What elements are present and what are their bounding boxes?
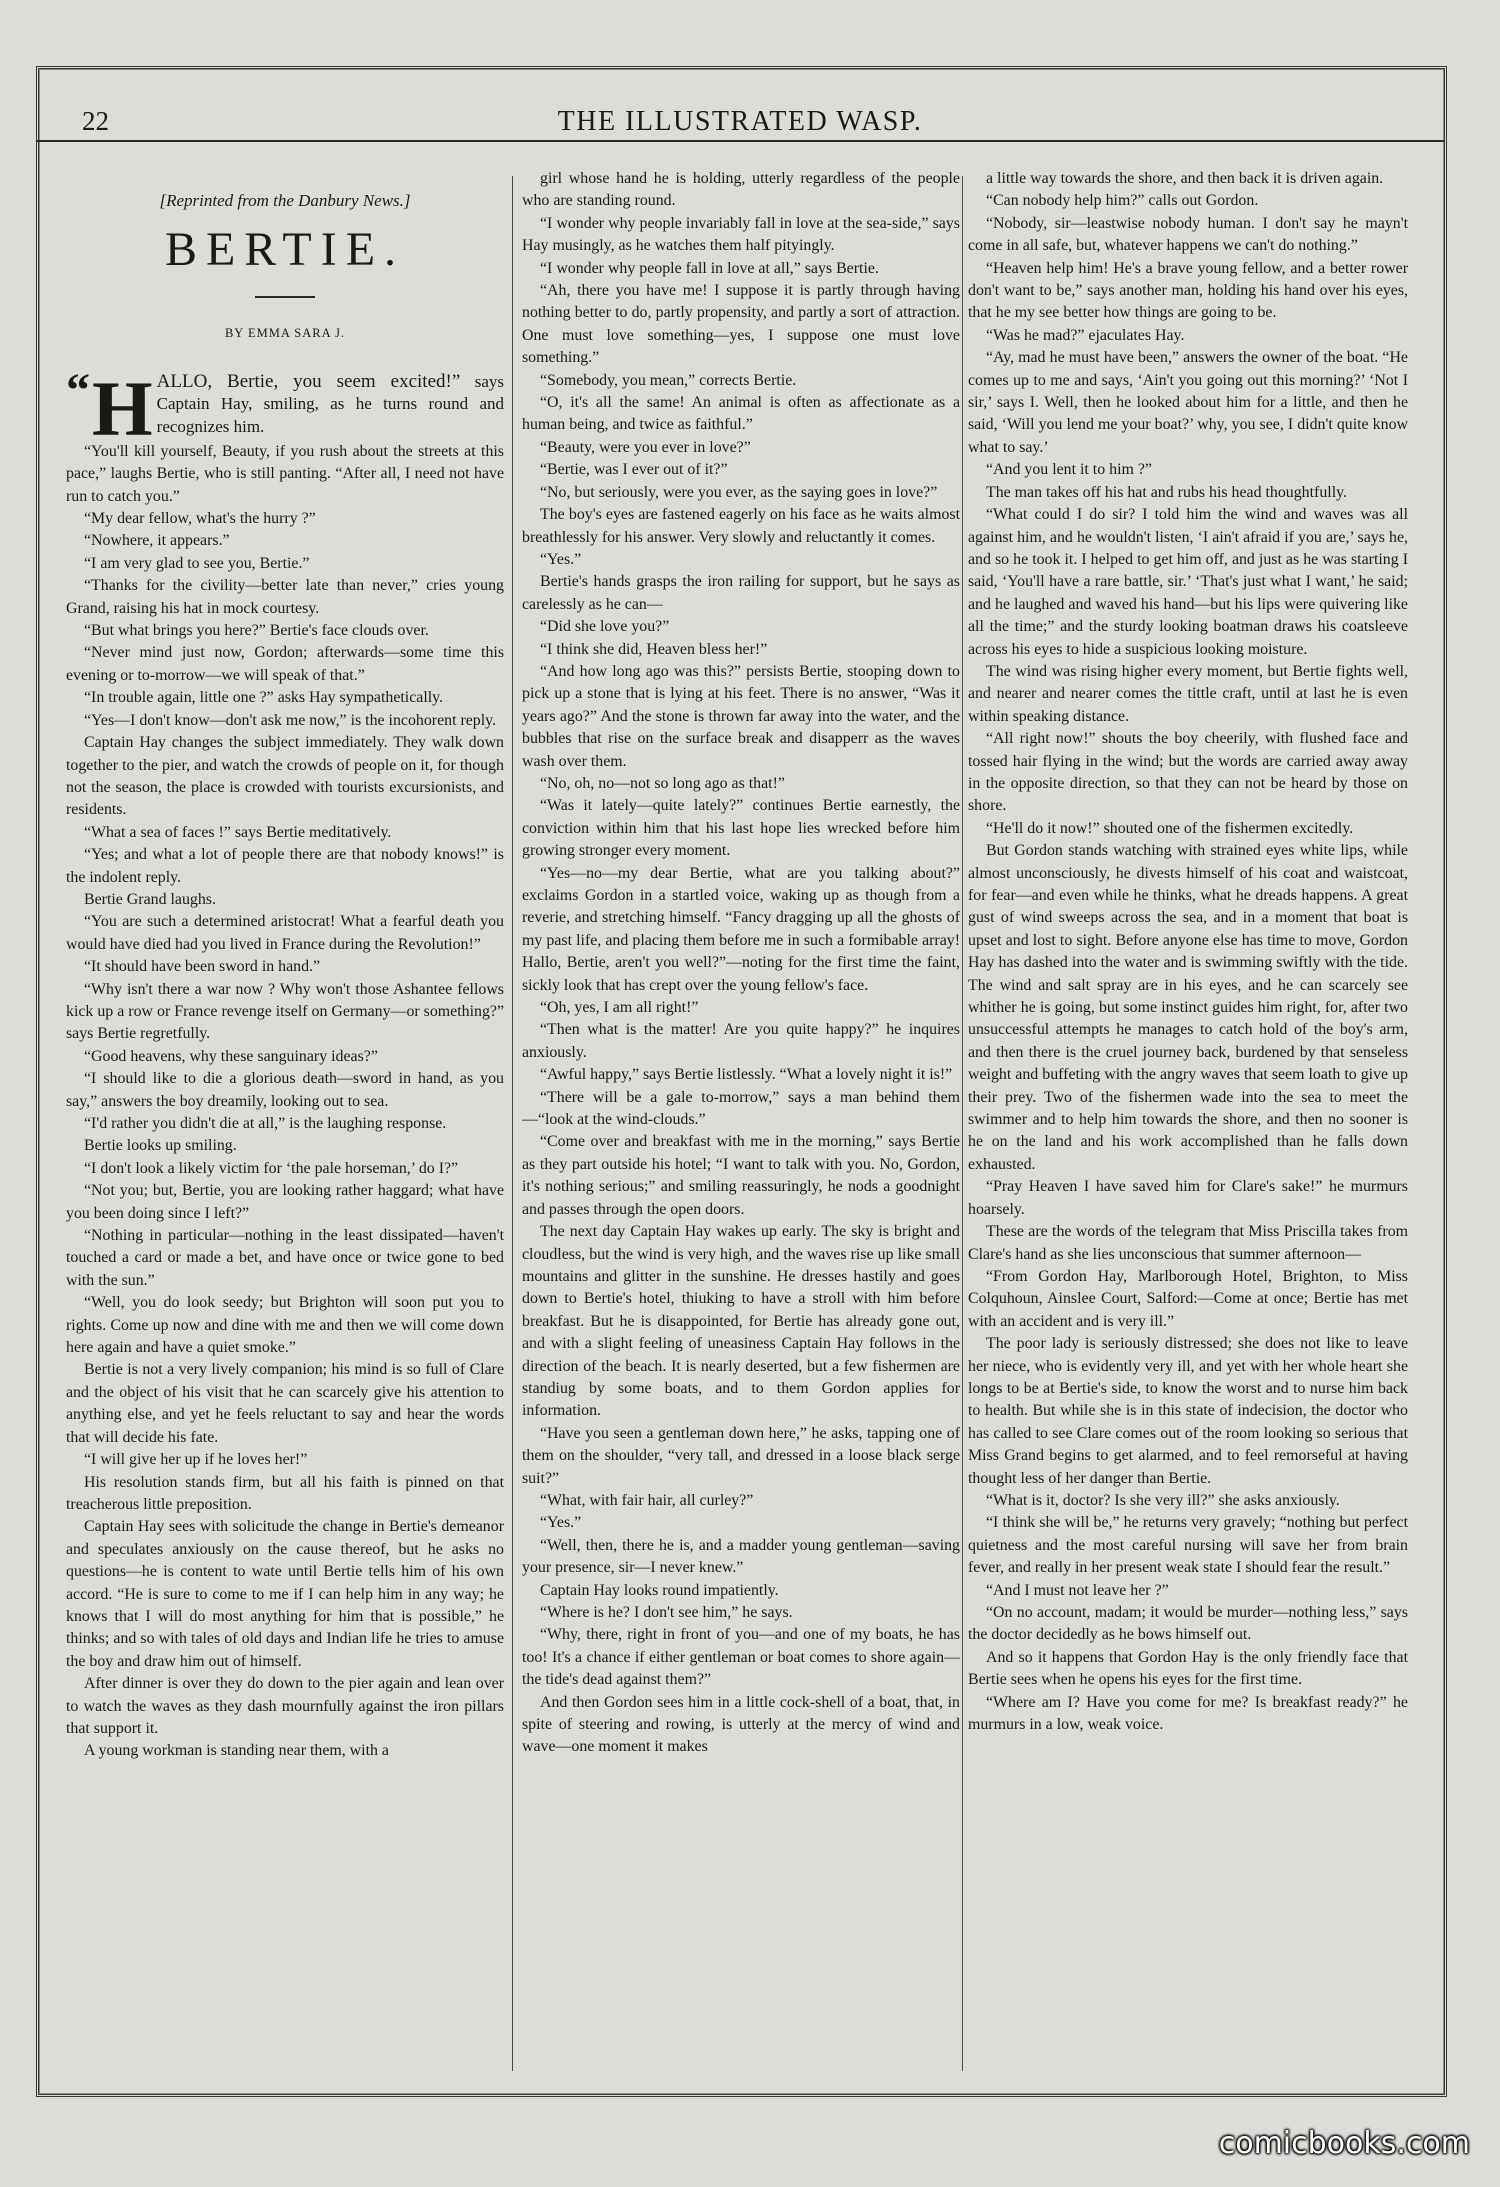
opening-text [157, 371, 504, 438]
paragraph: “Where am I? Have you come for me? Is breakfast ready?” he murmurs in a low, weak voice. [968, 1693, 1408, 1734]
paragraph: “Why, there, right in front of you—and one of my boats, he has too! It's a chance if either gentleman or boat comes to shore again—the tide's dead against them?” [522, 1626, 960, 1689]
paragraph: “Where is he? I don't see him,” he says. [540, 1604, 793, 1621]
paragraph: “Did she love you?” [540, 618, 670, 636]
paragraph: “What a sea of faces !” says Bertie meditatively. [84, 823, 392, 841]
article-column-2 [522, 168, 960, 2073]
drop-cap: H [92, 364, 153, 452]
paragraph: “Yes.” [540, 550, 582, 568]
paragraph: Captain Hay sees with solicitude the change in Bertie's demeanor and speculates anxiously on the cause thereof, but he asks no questions—he is content to wate until Bertie tells him of his own accord. “He is sure to come to me if I can help him in any way; he knows that I will do most anything for him that is possible,” he thinks; and so with tales of old days and Indian life he tries to amuse the boy and draw him out of himself. [66, 1518, 504, 1670]
page-number: 22 [82, 106, 109, 136]
paragraph: “Good heavens, why these sanguinary ideas?” [84, 1047, 378, 1065]
paragraph: Bertie Grand laughs. [84, 890, 216, 908]
paragraph: These are the words of the telegram that Miss Priscilla takes from Clare's hand as she lies unconscious that summer afternoon— [968, 1223, 1408, 1263]
paragraph: “Yes; and what a lot of people there are that nobody knows!” is the indolent reply. [66, 846, 504, 886]
paragraph: “Why isn't there a war now ? Why won't those Ashantee fellows kick up a row or France revenge itself on Germany—or something?” says Bertie regretfully. [66, 980, 504, 1043]
paragraph: And then Gordon sees him in a little cock-shell of a boat, that, in spite of steering and rowing, is utterly at the mercy of wind and wave—one moment it makes [522, 1693, 960, 1756]
paragraph: Bertie looks up smiling. [84, 1137, 237, 1155]
paragraph: “I am very glad to see you, Bertie.” [84, 554, 310, 572]
paragraph: The next day Captain Hay wakes up early. The sky is bright and cloudless, but the wind is very high, and the waves rise up like small mountains and glitter in the sunshine. He dresses hastily and goes down to Bertie's hotel, thiuking to have a stroll with him before breakfast. But he is disappointed, for Bertie has already gone out, and with a slight feeling of uneasiness Captain Hay follows in the direction of the beach. It is nearly deserted, but a few fishermen are standiug by some boats, and to them Gordon applies for information. [522, 1223, 960, 1420]
paragraph: “Thanks for the civility—better late than never,” cries young Grand, raising his hat in mock courtesy. [66, 577, 504, 617]
paragraph: “Then what is the matter! Are you quite happy?” he inquires anxiously. [522, 1021, 960, 1061]
paragraph: The wind was rising higher every moment, but Bertie fights well, and nearer and nearer comes the tittle craft, until at last he is even within speaking distance. [968, 662, 1408, 725]
paragraph: After dinner is over they do down to the pier again and lean over to watch the waves as they dash mournfully against the iron pillars that support it. [66, 1675, 504, 1737]
paragraph: “I don't look a likely victim for ‘the pale horseman,’ do I?” [84, 1159, 459, 1177]
paragraph: “I wonder why people fall in love at all,” says Bertie. [540, 259, 879, 277]
paragraph: “You are such a determined aristocrat! What a fearful death you would have died had you lived in France during the Revolution!” [66, 913, 504, 953]
paragraph: “Ay, mad he must have been,” answers the owner of the boat. “He comes up to me and says, ‘Ain't you going out this morning?’ ‘Not I sir,’ says I. Well, then he looked about him for a little, and then he said, ‘Will you lend me your boat?’ why, you see, I didn't quite know what to say.’ [968, 349, 1408, 456]
paragraph: “He'll do it now!” shouted one of the fishermen excitedly. [986, 819, 1354, 837]
paragraph: “Yes—no—my dear Bertie, what are you talking about?” exclaims Gordon in a startled voice, waking up as though from a reverie, and stretching himself. “Fancy dragging up all the ghosts of my past life, and placing them before me in such a formibable array! Hallo, Bertie, aren't you well?”—noting for the first time the faint, sickly look that has crept over the young fellow's face. [522, 864, 960, 994]
paragraph: “Well, then, there he is, and a madder young gentleman—saving your presence, sir—I never knew.” [522, 1536, 960, 1577]
paragraph: “What, with fair hair, all curley?” [540, 1491, 754, 1509]
column-divider-1 [512, 176, 513, 2071]
paragraph: “What could I do sir? I told him the wind and waves was all against him, and he wouldn't listen, ‘I ain't afraid if you are,’ says he, and so he took it. I helped to get him off, and just as he was starting I said, ‘You'll have a rare battle, sir.’ ‘That's just what I want,’ he said; and he laughed and waved his hand—but his lips were quivering like all the time;” and the sturdy looking boatman draws his coatsleeve across his eyes to hide a suspicious looking moisture. [968, 506, 1408, 658]
paragraph: His resolution stands firm, but all his faith is pinned on that treacherous little preposition. [66, 1473, 504, 1513]
paragraph: “O, it's all the same! An animal is often as affectionate as a human being, and twice as faithful.” [522, 394, 960, 434]
paragraph: a little way towards the shore, and then back it is driven again. [986, 170, 1384, 187]
paragraph: The boy's eyes are fastened eagerly on his face as he waits almost breathlessly for his answer. Very slowly and reluctantly it comes. [522, 506, 960, 546]
paragraph: “And how long ago was this?” persists Bertie, stooping down to pick up a stone that is lying at his feet. There is no answer, “Was it years ago?” And the stone is thrown far away into the water, and the bubbles that rise on the surface break and disapperr as the waves wash over them. [522, 662, 960, 770]
column-divider-2 [962, 176, 963, 2071]
paragraph: Captain Hay changes the subject immediately. They walk down together to the pier, and watch the crowds of people on it, for though not the season, the place is crowded with tourists excursionists, and residents. [66, 734, 504, 819]
opening-lead: ALLO, Bertie, you seem excited!” [156, 370, 461, 392]
paragraph: “Not you; but, Bertie, you are looking rather haggard; what have you been doing since I left?” [66, 1182, 504, 1222]
paragraph: “I should like to die a glorious death—sword in hand, as you say,” answers the boy dreamily, looking out to sea. [66, 1070, 504, 1110]
paragraph: “Well, you do look seedy; but Brighton will soon put you to rights. Come up now and dine with me and then we will come down here again and have a quiet smoke.” [66, 1294, 504, 1357]
paragraph: “All right now!” shouts the boy cheerily, with flushed face and tossed hair flying in the wind; but the words are carried away away in the opposite direction, so that they can not be heard by those on shore. [968, 730, 1408, 815]
paragraph: “I will give her up if he loves her!” [84, 1451, 308, 1469]
paragraph: “In trouble again, little one ?” asks Hay sympathetically. [84, 689, 444, 707]
article-column-1 [66, 168, 504, 2073]
opening-quote-mark: “ [66, 363, 90, 417]
paragraph: “Never mind just now, Gordon; afterwards—some time this evening or to-morrow—we will speak of that.” [66, 644, 504, 684]
paragraph: Captain Hay looks round impatiently. [540, 1581, 779, 1599]
paragraph: “Oh, yes, I am all right!” [540, 999, 699, 1017]
paragraph: “I'd rather you didn't die at all,” is the laughing response. [84, 1115, 447, 1132]
paragraph: The man takes off his hat and rubs his head thoughtfully. [986, 483, 1347, 501]
paragraph: “Nobody, sir—leastwise nobody human. I don't say he mayn't come in all safe, but, whatever happens we can't do nothing.” [968, 214, 1408, 255]
paragraph: “Nothing in particular—nothing in the least dissipated—haven't touched a card or made a bet, and have once or twice gone to bed with the sun.” [66, 1227, 504, 1289]
paragraph: “Somebody, you mean,” corrects Bertie. [540, 371, 797, 389]
paragraph: “Was he mad?” ejaculates Hay. [986, 326, 1185, 344]
paragraph: “No, but seriously, were you ever, as the saying goes in love?” [540, 483, 938, 501]
article-column-3 [968, 168, 1408, 2073]
paragraph: “No, oh, no—not so long ago as that!” [540, 774, 785, 792]
paragraph: “I think she did, Heaven bless her!” [540, 640, 768, 658]
paragraph: “Awful happy,” says Bertie listlessly. “What a lovely night it is!” [540, 1066, 953, 1084]
paragraph: But Gordon stands watching with strained eyes white lips, while almost unconsciously, he divests himself of his coat and waistcoat, for fear—and even while he thinks, what he dreads happens. A great gust of wind sweeps across the sea, and in a moment that boat is upset and lost to sight. Before anyone else has time to move, Gordon Hay has dashed into the water and is swimming swiftly with the tide. The wind and salt spray are in his eyes, and he can scarcely see whither he is going, but some instinct guides him right, for, after two unsuccessful attempts he manages to catch hold of the boy's arm, and then there is the cruel journey back, burdened by that senseless weight and buffeting with the angry waves that seem loath to give up their prey. Two of the fishermen wade into the sea to meet the swimmer and to help him towards the shore, and then no sooner is he on the land and his work accomplished than he falls down exhausted. [968, 842, 1408, 1173]
paragraph: “Have you seen a gentleman down here,” he asks, tapping one of them on the shoulder, “very tall, and dressed in a loose black serge suit?” [522, 1424, 960, 1487]
paragraph: “Pray Heaven I have saved him for Clare's sake!” he murmurs hoarsely. [968, 1178, 1408, 1218]
paragraph: “And I must not leave her ?” [986, 1581, 1169, 1599]
paragraph: “Come over and breakfast with me in the morning,” says Bertie as they part outside his hotel; “I want to talk with you. No, Gordon, it's nothing serious;” and smiling reassuringly, he nods a goodnight and passes through the open doors. [522, 1133, 960, 1218]
paragraph: “And you lent it to him ?” [986, 461, 1152, 479]
paragraph: “But what brings you here?” Bertie's face clouds over. [84, 622, 429, 640]
column-3-body [968, 168, 1408, 1736]
paragraph: “Can nobody help him?” calls out Gordon. [986, 192, 1259, 210]
paragraph: “I wonder why people invariably fall in love at the sea-side,” says Hay musingly, as he watches them half pityingly. [522, 214, 960, 255]
paragraph: “Beauty, were you ever in love?” [540, 438, 751, 456]
paragraph: “Ah, there you have me! I suppose it is partly through having nothing better to do, partly propensity, and partly a sort of attraction. One must love something—yes, I suppose one must love something.” [522, 282, 960, 367]
paragraph: girl whose hand he is holding, utterly regardless of the people who are standing round. [522, 170, 960, 210]
paragraph: “You'll kill yourself, Beauty, if you rush about the streets at this pace,” laughs Bertie, who is still panting. “After all, I need not have run to catch you.” [66, 442, 504, 505]
article-byline: BY EMMA SARA J. [224, 326, 346, 341]
paragraph: “From Gordon Hay, Marlborough Hotel, Brighton, to Miss Colquhoun, Ainslee Court, Salford:—Come at once; Bertie has met with an accident and is very ill.” [968, 1267, 1408, 1330]
paragraph: “I think she will be,” he returns very gravely; “nothing but perfect quietness and the most careful nursing will save her from brain fever, and really in her present weak state I should fear the result.” [968, 1514, 1408, 1577]
paragraph: A young workman is standing near them, with a [84, 1742, 389, 1760]
page-header [36, 100, 1444, 142]
watermark-logo: comicbooks.com [1218, 2126, 1470, 2161]
paragraph: “Yes—I don't know—don't ask me now,” is the incohorent reply. [84, 711, 497, 729]
paragraph: “What is it, doctor? Is she very ill?” she asks anxiously. [986, 1491, 1340, 1509]
paragraph: Bertie is not a very lively companion; his mind is so full of Clare and the object of his visit that he can scarcely give his attention to anything else, and yet he feels reluctant to say and hear the words that will decide his fate. [66, 1361, 504, 1446]
paragraph: “Yes.” [540, 1514, 582, 1532]
paragraph: Bertie's hands grasps the iron railing for support, but he says as carelessly as he can— [522, 573, 960, 613]
paragraph: “My dear fellow, what's the hurry ?” [84, 510, 316, 528]
paragraph: And so it happens that Gordon Hay is the only friendly face that Bertie sees when he opens his eyes for the first time. [968, 1648, 1408, 1689]
reprint-note: [Reprinted from the Danbury News.] [159, 191, 411, 210]
paragraph: “On no account, madam; it would be murder—nothing less,” says the doctor decidedly as he bows himself out. [968, 1604, 1408, 1644]
opening-rest: says Captain Hay, smiling, as he turns round and recognizes him. [156, 371, 504, 436]
paragraph: “Was it lately—quite lately?” continues Bertie earnestly, the conviction within him that his last hope lies wrecked before him growing stronger every moment. [522, 797, 960, 860]
column-2-body [522, 168, 960, 1759]
paragraph: “There will be a gale to-morrow,” says a man behind them—“look at the wind-clouds.” [522, 1088, 960, 1129]
paragraph: “Nowhere, it appears.” [84, 532, 230, 550]
column-1-body [66, 441, 504, 1763]
paragraph: “Heaven help him! He's a brave young fellow, and a better rower don't want to be,” says another man, holding his hand over his eyes, that he my see better how things are going to be. [968, 259, 1408, 322]
title-divider [255, 296, 315, 298]
masthead-title: THE ILLUSTRATED WASP. [557, 106, 923, 137]
paragraph: “It should have been sword in hand.” [84, 958, 321, 976]
article-title: BERTIE. [164, 223, 406, 277]
opening-paragraph [66, 363, 504, 452]
paragraph: The poor lady is seriously distressed; she does not like to leave her niece, who is evidently very ill, and yet with her whole heart she longs to be at Bertie's side, to know the worst and to nurse him back to health. But while she is in this state of indecision, the doctor who has called to see Clare comes out of the room looking so serious that Miss Grand begins to get alarmed, and to feel remorseful at having thought less of her danger than Bertie. [968, 1335, 1408, 1487]
paragraph: “Bertie, was I ever out of it?” [540, 461, 728, 479]
